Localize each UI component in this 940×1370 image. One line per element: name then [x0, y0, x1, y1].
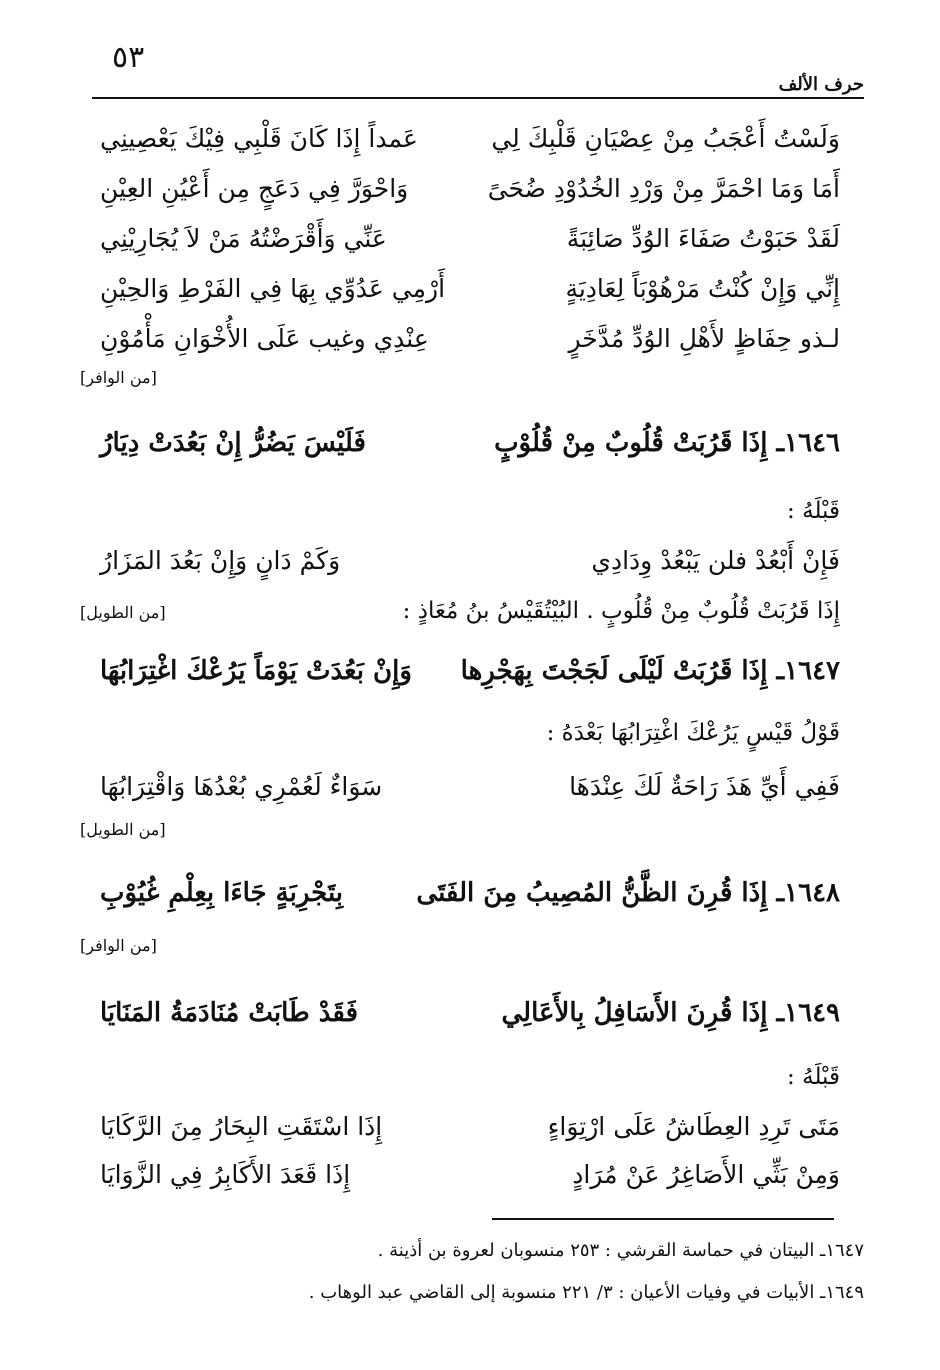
meter-label: [من الوافر] [80, 368, 157, 387]
verse-hemistich-1: فَإِنْ أَبْعُدْ فلن يَبْعُدْ وِدَادِي [591, 546, 840, 575]
verse-hemistich-1: وَمِنْ بَثِّي الأَصَاغِرُ عَنْ مُرَادٍ [572, 1160, 840, 1189]
entry-1647-hemistich-1: ١٦٤٧ـ إِذَا قَرُبَتْ لَيْلَى لَجَجْتَ بِهَجْرِها [460, 656, 840, 686]
footnote: ١٦٤٧ـ البيتان في حماسة القرشي : ٢٥٣ منسوبان لعروة بن أذينة . [377, 1240, 864, 1261]
note-text: إِذَا قَرُبَتْ قُلُوبٌ مِنْ قُلُوبٍ . البُيْتُقَيْسُ بنُ مُعَاذٍ : [402, 598, 840, 624]
footnote: ١٦٤٩ـ الأبيات في وفيات الأعيان : ٣/ ٢٢١ منسوبة إلى القاضي عبد الوهاب . [308, 1282, 864, 1303]
verse-hemistich-2: سَوَاءٌ لَعُمْرِي بُعْدُهَا وَاقْتِرَابُهَا [100, 772, 383, 801]
verse-hemistich-1: لَقَدْ حَبَوْتُ صَفَاءَ الوُدِّ صَائِبَةً [566, 224, 840, 253]
verse-hemistich-2: أَرْمِي عَدُوِّي بِهَا فِي الفَرْطِ وَالحِيْنِ [100, 274, 446, 303]
qablahu-label: قَبْلَهُ : [787, 498, 840, 524]
header-rule [92, 97, 864, 99]
page-number: ٥٣ [112, 40, 145, 75]
qablahu-label: قَبْلَهُ : [787, 1064, 840, 1090]
entry-1646-hemistich-1: ١٦٤٦ـ إِذَا قَرُبَتْ قُلُوبٌ مِنْ قُلُوْبٍ [494, 428, 840, 458]
meter-label: [من الطويل] [80, 820, 166, 839]
verse-hemistich-1: مَتَى تَرِدِ العِطَاشُ عَلَى ارْتِوَاءٍ [547, 1112, 840, 1141]
verse-hemistich-1: إِنِّي وَإِنْ كُنْتُ مَرْهُوْبَاً لِعَادِيَةٍ [565, 274, 840, 303]
entry-1648-hemistich-1: ١٦٤٨ـ إِذَا قُرِنَ الظَّنُّ المُصِيبُ مِنَ الفَتَى [416, 878, 840, 908]
verse-hemistich-2: عِنْدِي وغيب عَلَى الأُخْوَانِ مَأْمُوْنِ [100, 324, 429, 353]
verse-hemistich-1: فَفِي أَيِّ هَذَ رَاحَةٌ لَكَ عِنْدَهَا [569, 772, 840, 801]
verse-hemistich-2: عَمداً إِذَا كَانَ قَلْبِي فِيْكَ يَعْصِينِي [100, 124, 418, 153]
running-header: حرف الألف [778, 74, 864, 95]
entry-1646-hemistich-2: فَلَيْسَ يَضُرُّ إِنْ بَعُدَتْ دِيَارُ [100, 428, 366, 458]
meter-label: [من الطويل] [80, 603, 166, 622]
entry-1648-hemistich-2: بِتَجْرِبَةٍ جَاءَا بِعِلْمِ غُيُوْبِ [100, 878, 344, 908]
entry-1649-hemistich-1: ١٦٤٩ـ إِذَا قُرِنَ الأَسَافِلُ بِالأَعَالِي [501, 998, 840, 1028]
verse-hemistich-2: عَنِّي وَأَقْرَضْتُهُ مَنْ لاَ يُجَارِيْنِي [100, 224, 387, 253]
note-text: قَوْلُ قَيْسٍ يَرُعْكَ اغْتِرَابُهَا بَعْدَهُ : [546, 720, 840, 746]
verse-hemistich-2: وَاحْوَرَّ فِي دَعَجٍ مِن أَعْيُنِ العِيْنِ [100, 174, 409, 203]
entry-1649-hemistich-2: فَقَدْ طَابَتْ مُنَادَمَةُ المَنَايَا [100, 998, 359, 1028]
verse-hemistich-1: وَلَسْتُ أَعْجَبُ مِنْ عِصْيَانِ قَلْبِكَ لِي [491, 124, 840, 153]
meter-label: [من الوافر] [80, 936, 157, 955]
verse-hemistich-2: إِذَا اسْتَقَتِ البِحَارُ مِنَ الرَّكَايَا [100, 1112, 383, 1141]
verse-hemistich-2: إِذَا قَعَدَ الأَكَابِرُ فِي الزَّوَايَا [100, 1160, 351, 1189]
verse-hemistich-2: وَكَمْ دَانٍ وَإِنْ بَعُدَ المَزَارُ [100, 546, 341, 575]
verse-hemistich-1: لـذو حِفَاظٍ لأَهْلِ الوُدِّ مُدَّخَرٍ [568, 324, 840, 353]
footnote-rule [492, 1218, 834, 1220]
verse-hemistich-1: أَمَا وَمَا احْمَرَّ مِنْ وَرْدِ الخُدُوْدِ ضُحَىً [487, 174, 840, 203]
entry-1647-hemistich-2: وَإِنْ بَعُدَتْ يَوْمَاً يَرُعْكَ اغْتِرَابُهَا [100, 656, 412, 686]
